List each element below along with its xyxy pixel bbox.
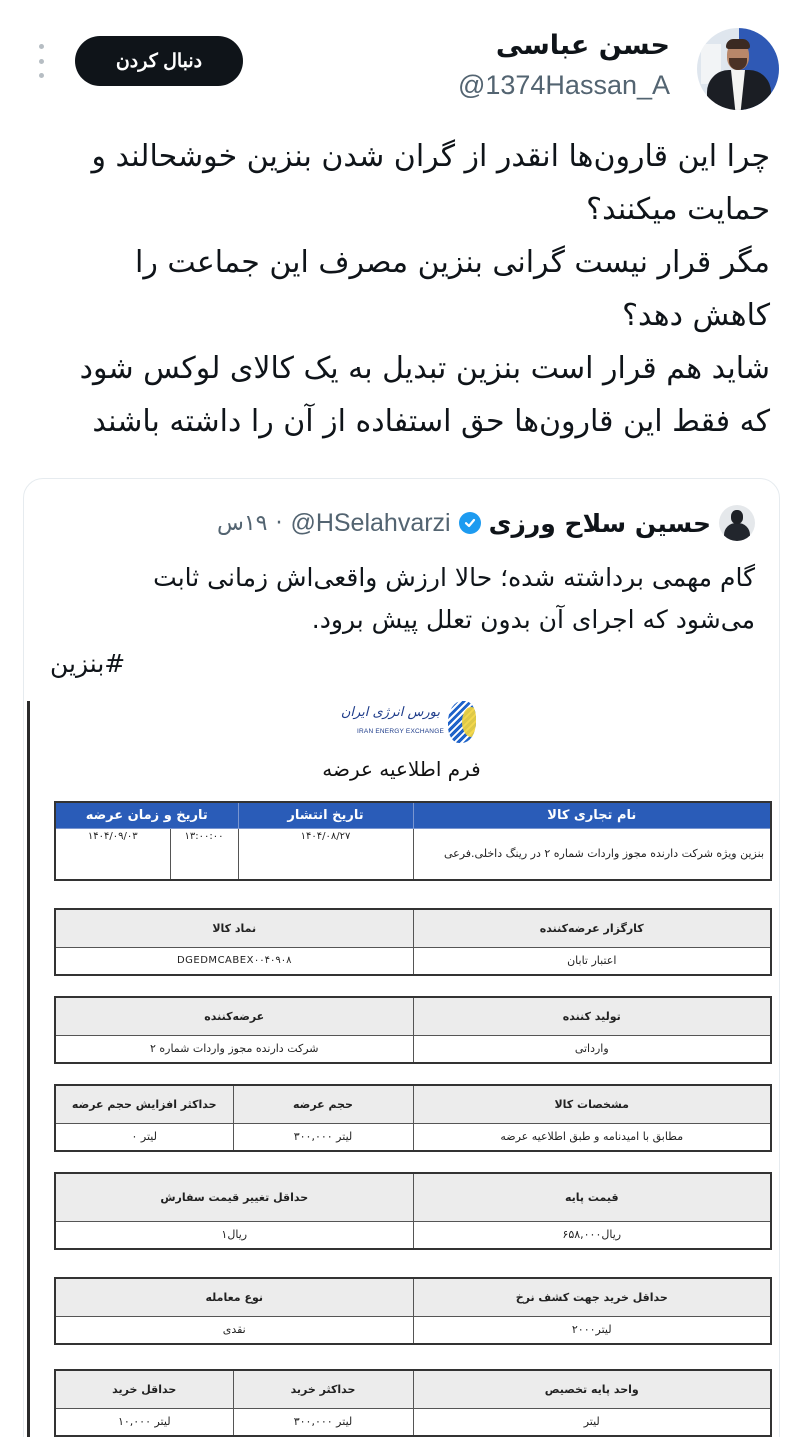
form-table-product <box>54 801 772 881</box>
dot <box>39 44 44 49</box>
form-table-broker <box>54 908 772 976</box>
value-min-price-change: ریال۱ <box>55 1221 413 1249</box>
header-min-purchase-discovery: حداقل خرید جهت کشف نرخ <box>413 1278 771 1316</box>
header-specs: مشخصات کالا <box>413 1085 771 1123</box>
header-allocation-unit: واحد پایه تخصیص <box>413 1370 771 1408</box>
form-table-producer <box>54 996 772 1064</box>
quoted-text-line: می‌شود که اجرای آن بدون تعلل پیش برود. <box>311 605 755 634</box>
value-trade-type: نقدی <box>55 1316 413 1344</box>
quoted-tweet-time[interactable]: ۱۹س <box>216 510 268 536</box>
header-volume: حجم عرضه <box>233 1085 413 1123</box>
author-display-name[interactable]: حسن عباسی <box>495 30 670 61</box>
value-min-purchase: لیتر ۱۰,۰۰۰ <box>55 1408 233 1436</box>
quoted-author-avatar[interactable] <box>719 505 755 541</box>
header-max-purchase: حداکثر خرید <box>233 1370 413 1408</box>
more-vertical-icon[interactable] <box>34 44 48 78</box>
value-base-price: ریال۶۵۸,۰۰۰ <box>413 1221 771 1249</box>
form-title: فرم اطلاعیه عرضه <box>322 757 481 781</box>
logo-text-en: IRAN ENERGY EXCHANGE <box>357 728 444 735</box>
offer-notice-image[interactable] <box>24 701 779 1437</box>
tweet-text-line: چرا این قارون‌ها انقدر از گران شدن بنزین خوشحالند و <box>91 139 770 174</box>
form-table-trade-type <box>54 1277 772 1345</box>
tweet-text <box>10 130 770 448</box>
quoted-tweet-text <box>45 557 755 641</box>
value-broker: اعتبار تابان <box>413 947 771 975</box>
header-symbol: نماد کالا <box>55 909 413 947</box>
value-product-name: بنزین ویژه شرکت دارنده مجوز واردات شماره ۲ در رینگ داخلی.فرعی <box>413 828 771 880</box>
value-max-purchase: لیتر ۳۰۰,۰۰۰ <box>233 1408 413 1436</box>
verified-badge-icon <box>459 512 481 534</box>
form-table-specs <box>54 1084 772 1152</box>
hashtag-link[interactable]: #بنزین <box>50 649 126 678</box>
separator-dot: · <box>275 510 283 536</box>
header-base-price: قیمت پایه <box>413 1173 771 1221</box>
value-supplier: شرکت دارنده مجوز واردات شماره ۲ <box>55 1035 413 1063</box>
header-publish-date: تاریخ انتشار <box>238 802 413 828</box>
dot <box>39 59 44 64</box>
header-min-price-change: حداقل تغییر قیمت سفارش <box>55 1173 413 1221</box>
follow-button[interactable]: دنبال کردن <box>75 36 243 86</box>
quoted-author-handle[interactable]: @HSelahvarzi <box>290 508 451 537</box>
tweet-text-line: شاید هم قرار است بنزین تبدیل به یک کالای لوکس شود <box>79 351 770 386</box>
image-border <box>27 701 30 1437</box>
value-offer-date: ۱۴۰۴/۰۹/۰۳ <box>55 828 170 880</box>
quoted-tweet-header <box>217 505 755 541</box>
form-table-allocation <box>54 1369 772 1437</box>
value-min-purchase-discovery: لیتر۲۰۰۰ <box>413 1316 771 1344</box>
quoted-tweet-card[interactable] <box>23 478 780 1437</box>
header-product-name: نام تجاری کالا <box>413 802 771 828</box>
logo-text-fa: بورس انرژی ایران <box>340 705 440 720</box>
energy-logo-icon <box>448 701 476 743</box>
value-max-volume-increase: لیتر ۰ <box>55 1123 233 1151</box>
header-broker: کارگزار عرضه‌کننده <box>413 909 771 947</box>
tweet-text-line: کاهش دهد؟ <box>622 298 770 333</box>
author-avatar[interactable] <box>697 28 779 110</box>
header-max-volume-increase: حداکثر افزایش حجم عرضه <box>55 1085 233 1123</box>
value-volume: لیتر ۳۰۰,۰۰۰ <box>233 1123 413 1151</box>
iran-energy-exchange-logo <box>340 701 484 751</box>
tweet-header <box>0 0 800 120</box>
value-symbol: DGEDMCABEX۰۰۴۰۹۰۸ <box>55 947 413 975</box>
avatar-figure <box>731 510 743 524</box>
value-allocation-unit: لیتر <box>413 1408 771 1436</box>
quoted-text-line: گام مهمی برداشته شده؛ حالا ارزش واقعی‌اش زمانی ثابت <box>153 563 755 592</box>
header-supplier: عرضه‌کننده <box>55 997 413 1035</box>
value-offer-time: ۱۳:۰۰:۰۰ <box>170 828 238 880</box>
avatar-figure <box>724 523 750 541</box>
tweet-text-line: حمایت میکنند؟ <box>586 192 770 227</box>
header-producer: تولید کننده <box>413 997 771 1035</box>
header-trade-type: نوع معامله <box>55 1278 413 1316</box>
quoted-author-display-name[interactable]: حسین سلاح ورزی <box>488 508 711 538</box>
tweet-text-line: که فقط این قارون‌ها حق استفاده از آن را داشته باشند <box>92 404 770 439</box>
value-producer: وارداتی <box>413 1035 771 1063</box>
header-min-purchase: حداقل خرید <box>55 1370 233 1408</box>
header-offer-datetime: تاریخ و زمان عرضه <box>55 802 238 828</box>
dot <box>39 73 44 78</box>
tweet-text-line: مگر قرار نیست گرانی بنزین مصرف این جماعت را <box>135 245 770 280</box>
form-table-price <box>54 1172 772 1250</box>
value-publish-date: ۱۴۰۴/۰۸/۲۷ <box>238 828 413 880</box>
value-specs: مطابق با امیدنامه و طبق اطلاعیه عرضه <box>413 1123 771 1151</box>
avatar-figure <box>726 39 750 49</box>
author-handle[interactable]: @1374Hassan_A <box>457 70 670 100</box>
